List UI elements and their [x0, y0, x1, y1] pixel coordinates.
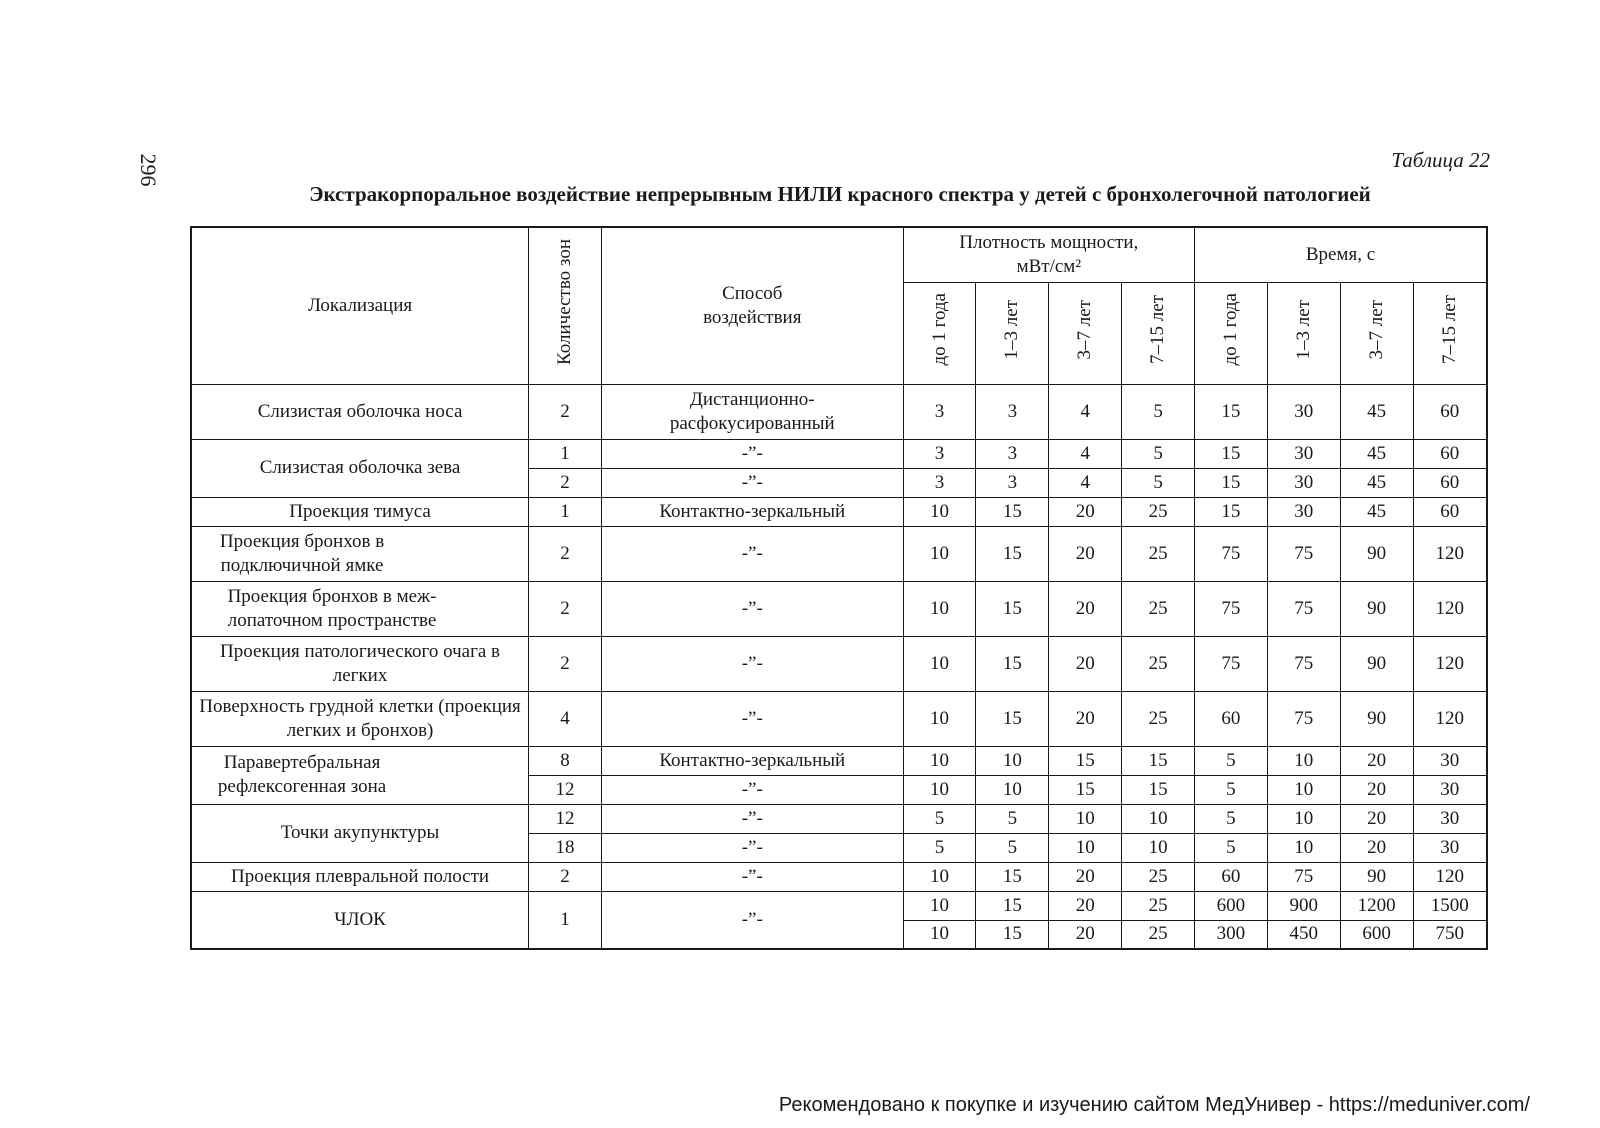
cell-method: -”- [601, 691, 903, 746]
header-method: Способ воздействия [601, 227, 903, 384]
header-age [1413, 282, 1487, 384]
cell-value: 3 [976, 468, 1049, 497]
cell-value: 5 [903, 833, 976, 862]
table-row [191, 526, 1487, 581]
cell-value: 5 [1194, 804, 1267, 833]
cell-value: 20 [1340, 804, 1413, 833]
cell-value: 300 [1194, 920, 1267, 949]
cell-value: 120 [1413, 862, 1487, 891]
cell-value: 75 [1267, 862, 1340, 891]
cell-value: 5 [1122, 384, 1195, 439]
cell-value: 30 [1413, 833, 1487, 862]
cell-value: 5 [1194, 746, 1267, 775]
cell-value: 5 [1122, 468, 1195, 497]
cell-value: 90 [1340, 862, 1413, 891]
cell-value: 15 [976, 920, 1049, 949]
cell-zones: 2 [529, 636, 602, 691]
cell-method: -”- [601, 526, 903, 581]
header-zone-count [529, 227, 602, 384]
footer-recommendation: Рекомендовано к покупке и изучению сайтом МедУнивер - https://meduniver.com/ [778, 1094, 1530, 1116]
cell-localization: Точки акупунктуры [191, 804, 529, 862]
cell-value: 25 [1122, 891, 1195, 920]
cell-value: 3 [903, 439, 976, 468]
cell-value: 120 [1413, 636, 1487, 691]
cell-value: 5 [1194, 775, 1267, 804]
cell-localization: Слизистая оболочка носа [191, 384, 529, 439]
cell-value: 60 [1194, 691, 1267, 746]
cell-value: 10 [1049, 804, 1122, 833]
cell-value: 3 [976, 439, 1049, 468]
cell-value: 10 [903, 581, 976, 636]
table-row [191, 636, 1487, 691]
cell-localization: Проекция бронхов в меж-лопаточном пространстве [191, 581, 529, 636]
cell-value: 90 [1340, 636, 1413, 691]
cell-method: -”- [601, 468, 903, 497]
cell-method: Контактно-зеркальный [601, 497, 903, 526]
cell-value: 450 [1267, 920, 1340, 949]
cell-value: 10 [903, 891, 976, 920]
cell-value: 75 [1194, 581, 1267, 636]
cell-value: 5 [1122, 439, 1195, 468]
cell-value: 10 [976, 775, 1049, 804]
cell-method: -”- [601, 833, 903, 862]
cell-value: 10 [1122, 804, 1195, 833]
cell-value: 20 [1049, 636, 1122, 691]
table-row [191, 746, 1487, 775]
header-age [1049, 282, 1122, 384]
cell-value: 5 [976, 804, 1049, 833]
cell-value: 3 [903, 468, 976, 497]
cell-zones: 8 [529, 746, 602, 775]
cell-value: 20 [1049, 862, 1122, 891]
cell-value: 20 [1049, 526, 1122, 581]
cell-method: -”- [601, 581, 903, 636]
cell-value: 60 [1413, 468, 1487, 497]
cell-value: 10 [903, 691, 976, 746]
cell-value: 4 [1049, 439, 1122, 468]
cell-zones: 12 [529, 775, 602, 804]
cell-zones: 1 [529, 439, 602, 468]
cell-value: 10 [903, 775, 976, 804]
cell-value: 25 [1122, 920, 1195, 949]
cell-value: 10 [903, 746, 976, 775]
table-row [191, 384, 1487, 439]
header-age [1122, 282, 1195, 384]
cell-value: 15 [976, 636, 1049, 691]
cell-value: 60 [1413, 384, 1487, 439]
cell-value: 15 [976, 526, 1049, 581]
header-age-text: до 1 года [1219, 293, 1241, 366]
table-row [191, 804, 1487, 833]
cell-method: -”- [601, 439, 903, 468]
cell-value: 15 [1194, 497, 1267, 526]
cell-zones: 2 [529, 526, 602, 581]
cell-value: 10 [903, 636, 976, 691]
cell-value: 3 [903, 384, 976, 439]
table-row [191, 439, 1487, 468]
cell-value: 15 [1122, 775, 1195, 804]
cell-value: 30 [1267, 468, 1340, 497]
cell-value: 10 [903, 862, 976, 891]
cell-value: 20 [1049, 920, 1122, 949]
cell-zones: 2 [529, 862, 602, 891]
cell-zones: 1 [529, 891, 602, 949]
cell-value: 30 [1267, 384, 1340, 439]
header-age [1340, 282, 1413, 384]
cell-value: 60 [1413, 497, 1487, 526]
cell-value: 75 [1267, 526, 1340, 581]
cell-value: 15 [976, 581, 1049, 636]
cell-localization: Проекция бронхов в подключичной ямке [191, 526, 529, 581]
table-title: Экстракорпоральное воздействие непрерывным НИЛИ красного спектра у детей с бронхолегочной патологией [309, 182, 1371, 206]
header-age-text: 7–15 лет [1147, 295, 1169, 364]
cell-value: 20 [1049, 891, 1122, 920]
cell-value: 15 [1194, 468, 1267, 497]
cell-value: 20 [1340, 746, 1413, 775]
cell-value: 1200 [1340, 891, 1413, 920]
table-row [191, 862, 1487, 891]
cell-localization: ЧЛОК [191, 891, 529, 949]
header-age-text: 1–3 лет [1292, 299, 1314, 360]
cell-value: 20 [1049, 497, 1122, 526]
cell-value: 10 [1267, 775, 1340, 804]
cell-localization: Паравертебральная рефлексогенная зона [191, 746, 529, 804]
header-age [1194, 282, 1267, 384]
cell-method: -”- [601, 636, 903, 691]
cell-value: 45 [1340, 497, 1413, 526]
table-row [191, 581, 1487, 636]
cell-value: 45 [1340, 384, 1413, 439]
cell-value: 30 [1413, 804, 1487, 833]
header-time: Время, с [1194, 227, 1487, 282]
cell-value: 75 [1267, 636, 1340, 691]
cell-method: Дистанционно-расфокусированный [601, 384, 903, 439]
cell-zones: 2 [529, 468, 602, 497]
cell-value: 15 [1049, 746, 1122, 775]
cell-value: 600 [1194, 891, 1267, 920]
cell-value: 25 [1122, 636, 1195, 691]
cell-value: 15 [1122, 746, 1195, 775]
cell-value: 75 [1194, 636, 1267, 691]
header-power-density: Плотность мощности, мВт/см² [903, 227, 1194, 282]
cell-localization: Слизистая оболочка зева [191, 439, 529, 497]
cell-method: Контактно-зеркальный [601, 746, 903, 775]
cell-value: 30 [1267, 497, 1340, 526]
cell-zones: 18 [529, 833, 602, 862]
cell-value: 30 [1413, 746, 1487, 775]
cell-value: 1500 [1413, 891, 1487, 920]
cell-value: 25 [1122, 862, 1195, 891]
cell-method: -”- [601, 775, 903, 804]
table-row [191, 891, 1487, 920]
cell-value: 10 [903, 526, 976, 581]
cell-value: 90 [1340, 526, 1413, 581]
cell-value: 75 [1267, 581, 1340, 636]
cell-value: 45 [1340, 468, 1413, 497]
cell-value: 750 [1413, 920, 1487, 949]
header-localization: Локализация [191, 227, 529, 384]
cell-value: 90 [1340, 581, 1413, 636]
cell-value: 25 [1122, 581, 1195, 636]
cell-method: -”- [601, 891, 903, 949]
cell-value: 5 [1194, 833, 1267, 862]
cell-method: -”- [601, 804, 903, 833]
header-age [903, 282, 976, 384]
cell-value: 30 [1413, 775, 1487, 804]
cell-value: 25 [1122, 497, 1195, 526]
page-number: 296 [136, 153, 161, 187]
cell-value: 5 [903, 804, 976, 833]
cell-value: 120 [1413, 526, 1487, 581]
cell-zones: 2 [529, 384, 602, 439]
cell-value: 5 [976, 833, 1049, 862]
cell-value: 60 [1194, 862, 1267, 891]
cell-value: 10 [1122, 833, 1195, 862]
cell-value: 10 [903, 497, 976, 526]
cell-value: 15 [976, 891, 1049, 920]
cell-value: 20 [1340, 775, 1413, 804]
cell-value: 20 [1049, 691, 1122, 746]
cell-value: 25 [1122, 691, 1195, 746]
cell-value: 75 [1194, 526, 1267, 581]
cell-value: 10 [1267, 833, 1340, 862]
cell-zones: 4 [529, 691, 602, 746]
cell-value: 45 [1340, 439, 1413, 468]
header-age-text: 3–7 лет [1074, 299, 1096, 360]
cell-value: 15 [976, 862, 1049, 891]
cell-value: 60 [1413, 439, 1487, 468]
cell-value: 10 [1267, 804, 1340, 833]
cell-value: 10 [903, 920, 976, 949]
table-row [191, 691, 1487, 746]
cell-localization: Проекция патологического очага в легких [191, 636, 529, 691]
cell-value: 30 [1267, 439, 1340, 468]
header-age-text: 1–3 лет [1001, 299, 1023, 360]
cell-value: 10 [976, 746, 1049, 775]
cell-localization: Поверхность грудной клетки (проекция легких и бронхов) [191, 691, 529, 746]
cell-localization: Проекция плевральной полости [191, 862, 529, 891]
cell-localization: Проекция тимуса [191, 497, 529, 526]
cell-zones: 1 [529, 497, 602, 526]
cell-value: 75 [1267, 691, 1340, 746]
cell-value: 10 [1267, 746, 1340, 775]
cell-value: 3 [976, 384, 1049, 439]
cell-value: 15 [1194, 439, 1267, 468]
cell-value: 600 [1340, 920, 1413, 949]
header-age [1267, 282, 1340, 384]
cell-value: 25 [1122, 526, 1195, 581]
cell-value: 15 [976, 691, 1049, 746]
cell-zones: 2 [529, 581, 602, 636]
cell-value: 4 [1049, 384, 1122, 439]
header-age [976, 282, 1049, 384]
cell-value: 120 [1413, 691, 1487, 746]
header-age-text: 3–7 лет [1365, 299, 1387, 360]
cell-value: 120 [1413, 581, 1487, 636]
cell-value: 20 [1340, 833, 1413, 862]
cell-zones: 12 [529, 804, 602, 833]
cell-method: -”- [601, 862, 903, 891]
header-age-text: до 1 года [928, 293, 950, 366]
header-age-text: 7–15 лет [1438, 295, 1460, 364]
cell-value: 20 [1049, 581, 1122, 636]
table-label: Таблица 22 [1391, 148, 1490, 172]
cell-value: 90 [1340, 691, 1413, 746]
cell-value: 4 [1049, 468, 1122, 497]
table-row [191, 497, 1487, 526]
cell-value: 900 [1267, 891, 1340, 920]
header-zone-count-text: Количество зон [554, 239, 576, 366]
data-table [190, 226, 1488, 950]
cell-value: 15 [1194, 384, 1267, 439]
cell-value: 15 [976, 497, 1049, 526]
cell-value: 15 [1049, 775, 1122, 804]
cell-value: 10 [1049, 833, 1122, 862]
